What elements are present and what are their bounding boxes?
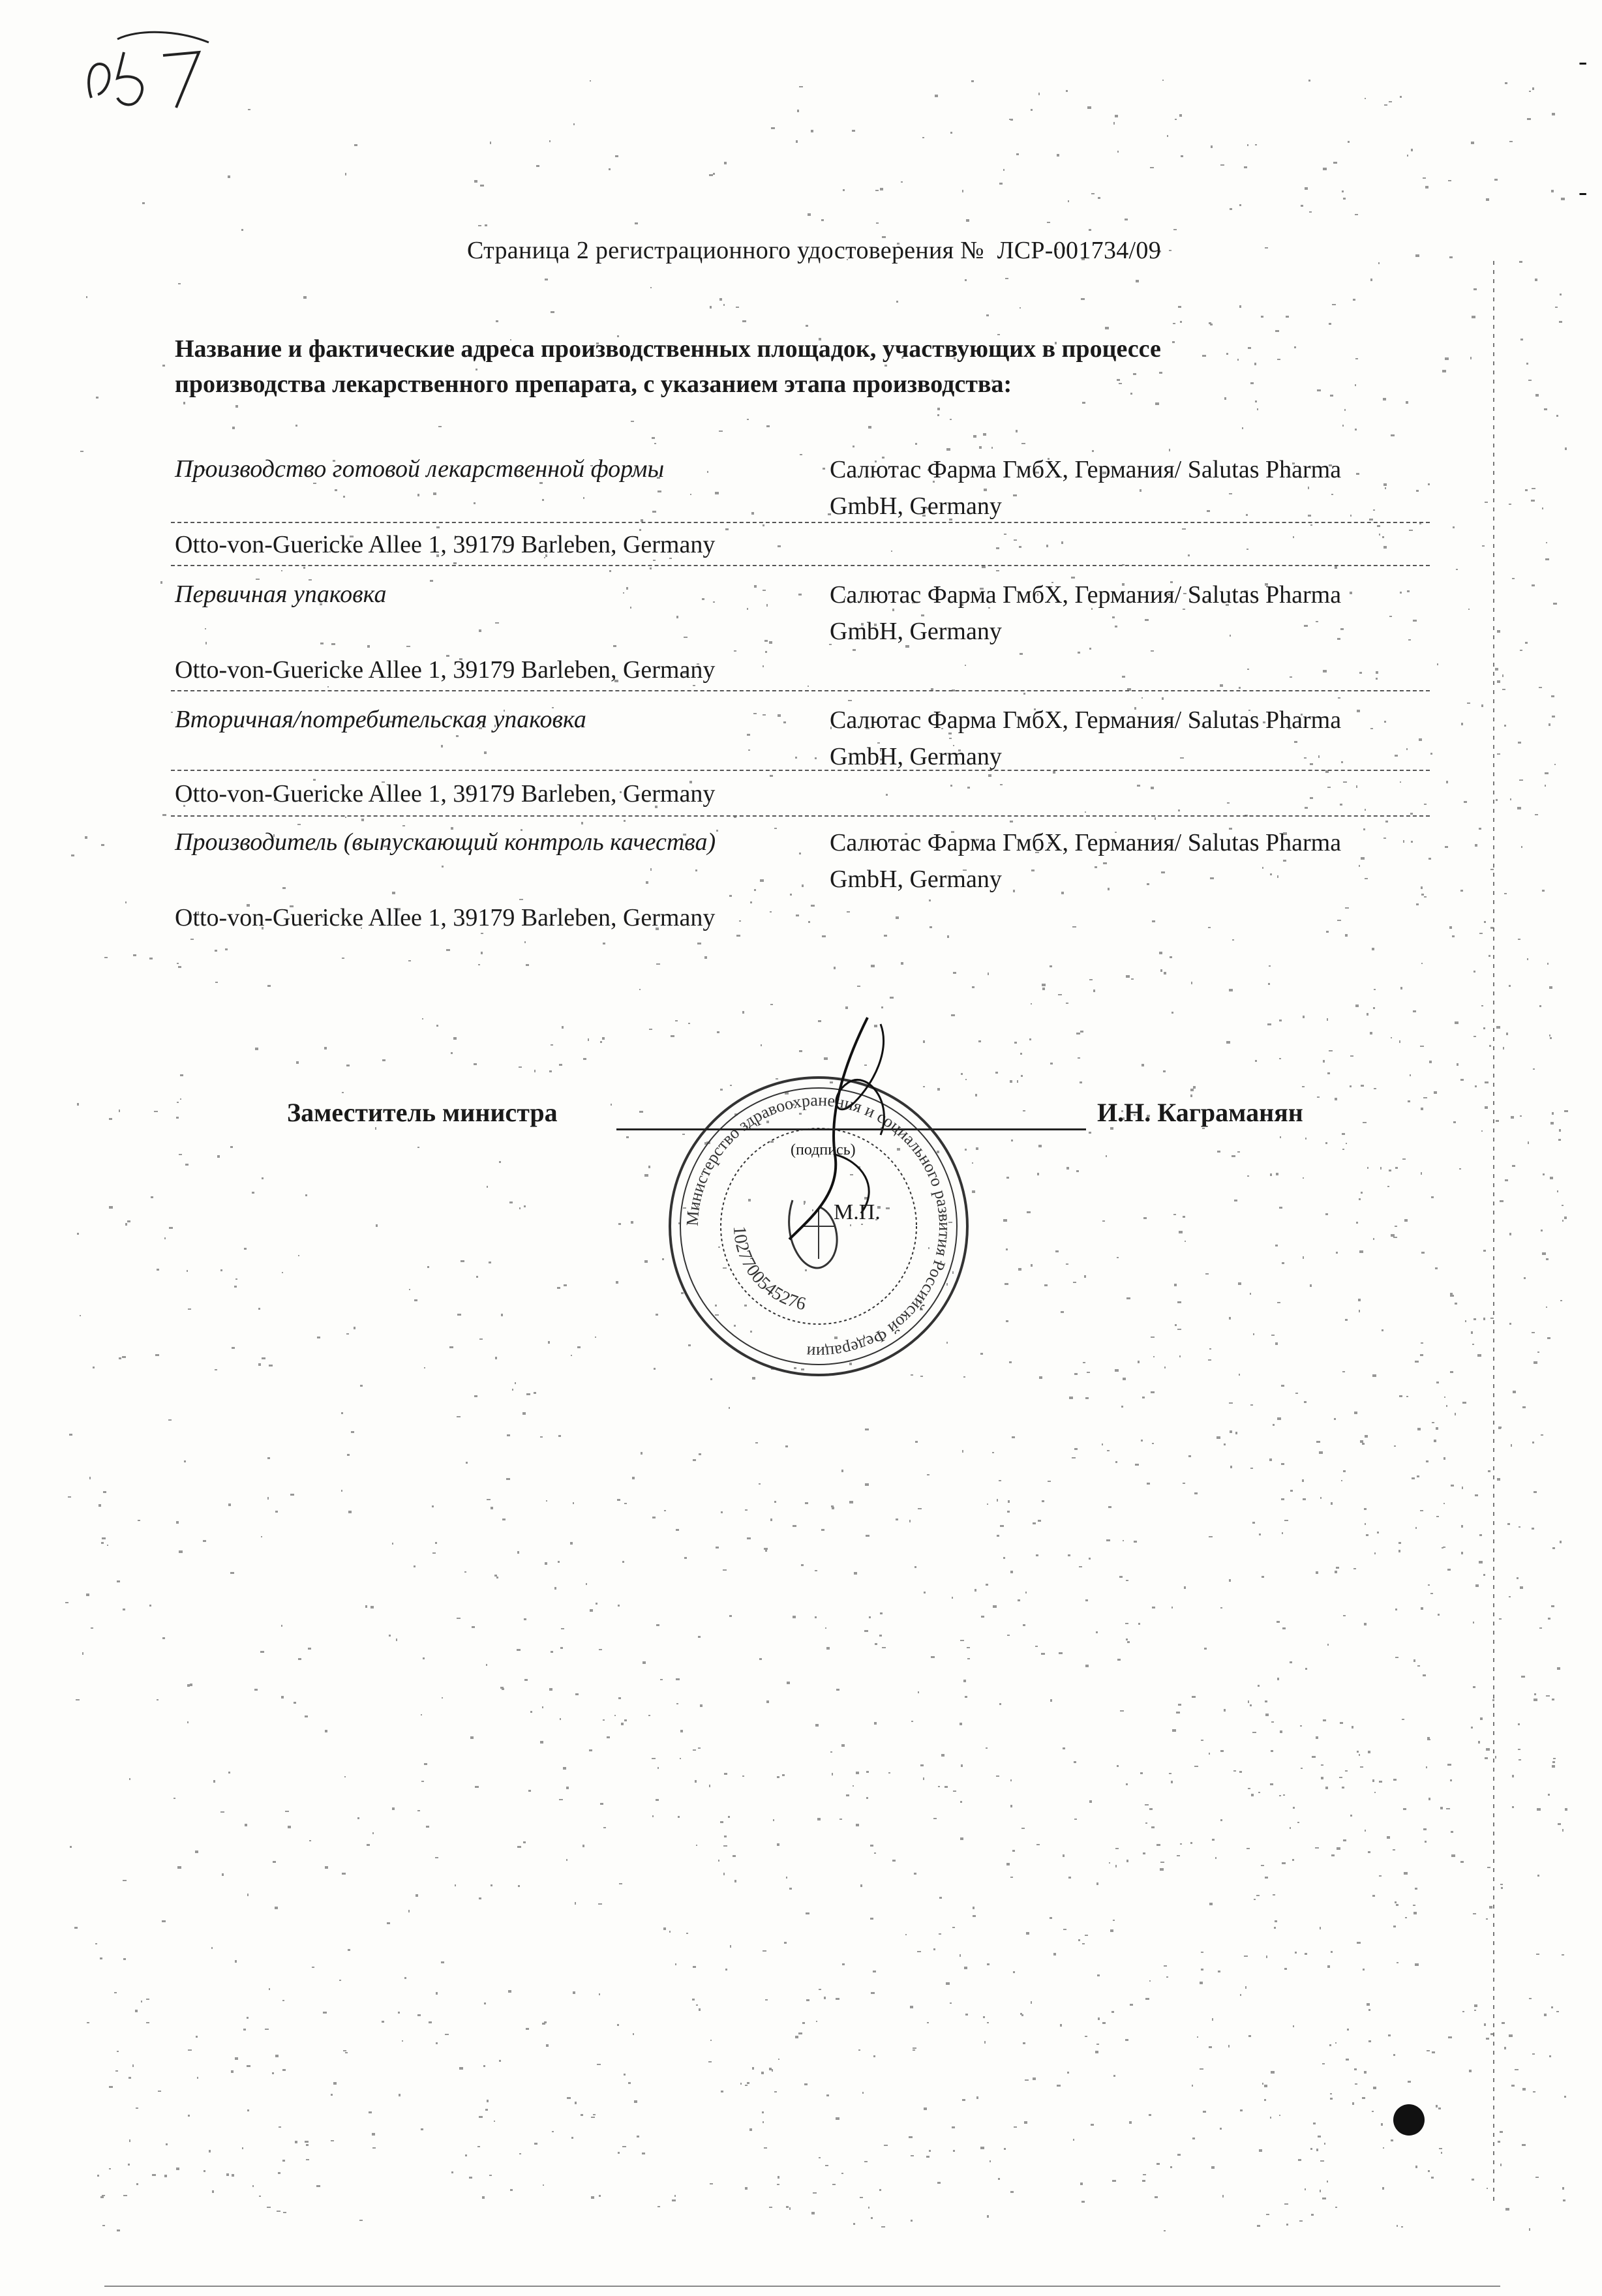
intro-line-2: производства лекарственного препарата, с указанием этапа производства: (175, 370, 1012, 398)
intro-heading (175, 331, 1349, 402)
stamp-place-label: М.П. (834, 1200, 881, 1224)
signature-line (616, 1128, 1086, 1130)
signatory-name: И.Н. Каграманян (1097, 1098, 1303, 1127)
page-header (0, 236, 1602, 265)
manufacturer (830, 577, 1436, 650)
row-divider (171, 522, 1430, 523)
site-address: Otto-von-Guericke Allee 1, 39179 Barleben, Germany (175, 780, 716, 808)
handwritten-note (78, 26, 222, 117)
manufacturer-line-1: Салютас Фарма ГмбХ, Германия/ Salutas Pharma (830, 581, 1342, 609)
manufacturer-line-1: Салютас Фарма ГмбХ, Германия/ Salutas Pharma (830, 456, 1342, 483)
site-address: Otto-von-Guericke Allee 1, 39179 Barleben, Germany (175, 656, 716, 684)
stage-label: Первичная упаковка (175, 581, 387, 608)
stage-label: Производство готовой лекарственной формы (175, 455, 665, 483)
site-address: Otto-von-Guericke Allee 1, 39179 Barleben, Germany (175, 531, 716, 558)
row-divider (171, 690, 1430, 691)
row-divider (171, 770, 1430, 771)
manufacturer-line-2: GmbH, Germany (830, 866, 1002, 893)
margin-dash: - (1579, 177, 1588, 206)
stage-label: Вторичная/потребительская упаковка (175, 706, 586, 733)
signature-caption: (подпись) (791, 1141, 856, 1158)
manufacturer-line-2: GmbH, Germany (830, 743, 1002, 770)
intro-line-1: Название и фактические адреса производственных площадок, участвующих в процессе (175, 335, 1161, 363)
punch-hole (1389, 2100, 1428, 2139)
stage-label: Производитель (выпускающий контроль качества) (175, 828, 716, 856)
manufacturer-line-1: Салютас Фарма ГмбХ, Германия/ Salutas Pharma (830, 706, 1342, 734)
manufacturer (830, 451, 1436, 524)
margin-dash: - (1579, 46, 1588, 76)
site-address: Otto-von-Guericke Allee 1, 39179 Barleben, Germany (175, 904, 716, 931)
manufacturer (830, 702, 1436, 775)
manufacturer-line-2: GmbH, Germany (830, 492, 1002, 520)
seal-text: Министерство здравоохранения и социального развития Российской Федерации (682, 1090, 955, 1363)
header-text: Страница 2 регистрационного удостоверения № (466, 237, 984, 264)
seal-number: 1027700545276 (729, 1225, 808, 1315)
manufacturer (830, 824, 1436, 898)
manufacturer-line-2: GmbH, Germany (830, 618, 1002, 645)
manufacturer-line-1: Салютас Фарма ГмбХ, Германия/ Salutas Pharma (830, 829, 1342, 856)
signatory-title: Заместитель министра (287, 1098, 558, 1127)
registration-number: ЛСР-001734/09 (997, 237, 1162, 264)
row-divider (171, 565, 1430, 566)
row-divider (171, 815, 1430, 817)
